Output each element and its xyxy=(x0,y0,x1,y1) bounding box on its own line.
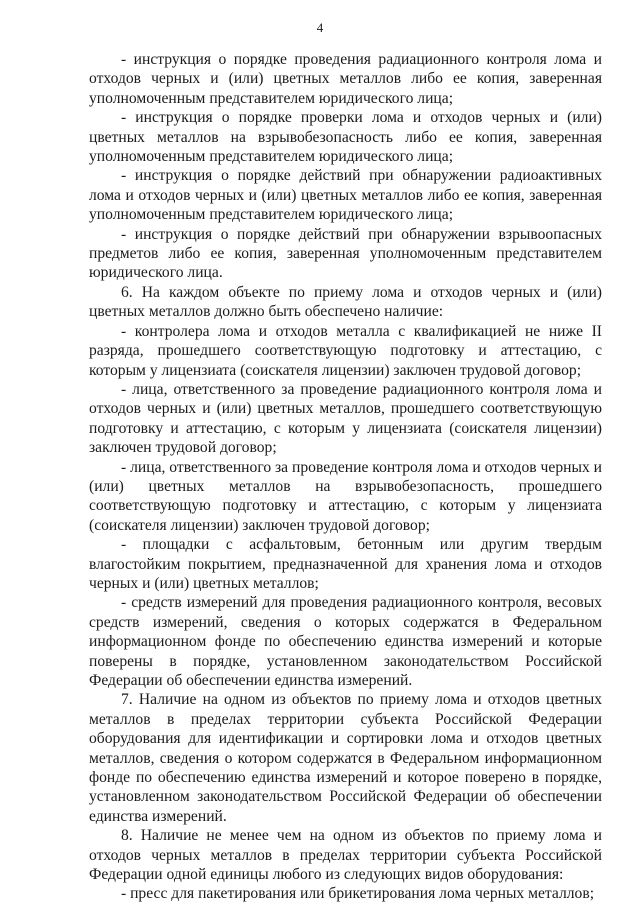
list-item-measuring-instruments: - средств измерений для проведения радиационного контроля, весовых средств измерений, сведения о которых содержатся в Федеральном информационном фонде по обеспечению единства измерений и которые поверены в порядке, установленном законодательством Российской Федерации об обеспечении единства измерений. xyxy=(89,594,602,689)
paragraph-7: 7. Наличие на одном из объектов по приему лома и отходов цветных металлов в пределах территории субъекта Российской Федерации оборудования для идентификации и сортировки лома и отходов цветных металлов, сведения о котором содержатся в Федеральном информационном фонде по обеспечению единства измерений и которое поверено в порядке, установленном законодательством Российской Федерации об обеспечении единства измерений. xyxy=(89,691,602,825)
document-body xyxy=(89,50,602,904)
list-item-radioactive-detection-instruction: - инструкция о порядке действий при обнаружении радиоактивных лома и отходов черных и (или) цветных металлов либо ее копия, заверенная уполномоченным представителем юридического лица; xyxy=(89,167,602,224)
list-item-radiation-responsible: - лица, ответственного за проведение радиационного контроля лома и отходов черных и (или) цветных металлов, прошедшего соответствующую подготовку и аттестацию, с которым у лицензиата (соискателя лицензии) заключен трудовой договор; xyxy=(89,380,602,457)
list-item-storage-site: - площадки с асфальтовым, бетонным или другим твердым влагостойким покрытием, предназначенной для хранения лома и отходов черных и (или) цветных металлов; xyxy=(89,536,602,592)
paragraph-6-heading: 6. На каждом объекте по приему лома и отходов черных и (или) цветных металлов должно быть обеспечено наличие: xyxy=(89,283,602,321)
paragraph-8: 8. Наличие не менее чем на одном из объектов по приему лома и отходов черных металлов в пределах территории субъекта Российской Федерации одной единицы любого из следующих видов оборудования: xyxy=(89,827,602,884)
list-item-press: - пресс для пакетирования или брикетирования лома черных металлов; xyxy=(121,885,595,903)
list-item-metal-controller: - контролера лома и отходов металла с квалификацией не ниже II разряда, прошедшего соответствующую подготовку и аттестацию, с которым у лицензиата (соискателя лицензии) заключен трудовой договор; xyxy=(89,322,602,379)
list-item-explosion-check-instruction: - инструкция о порядке проверки лома и отходов черных и (или) цветных металлов на взрывобезопасность либо ее копия, заверенная уполномоченным представителем юридического лица; xyxy=(89,109,602,166)
list-item-radiation-control-instruction: - инструкция о порядке проведения радиационного контроля лома и отходов черных и (или) цветных металлов либо ее копия, заверенная уполномоченным представителем юридического лица; xyxy=(89,51,602,107)
list-item-explosive-objects-instruction: - инструкция о порядке действий при обнаружении взрывоопасных предметов либо ее копия, заверенная уполномоченным представителем юридического лица. xyxy=(89,225,602,282)
page-number: 4 xyxy=(316,20,324,35)
list-item-explosion-responsible: - лица, ответственного за проведение контроля лома и отходов черных и (или) цветных металлов на взрывобезопасность, прошедшего соответствующую подготовку и аттестацию, с которым у лицензиата (соискателя лицензии) заключен трудовой договор; xyxy=(89,458,602,534)
